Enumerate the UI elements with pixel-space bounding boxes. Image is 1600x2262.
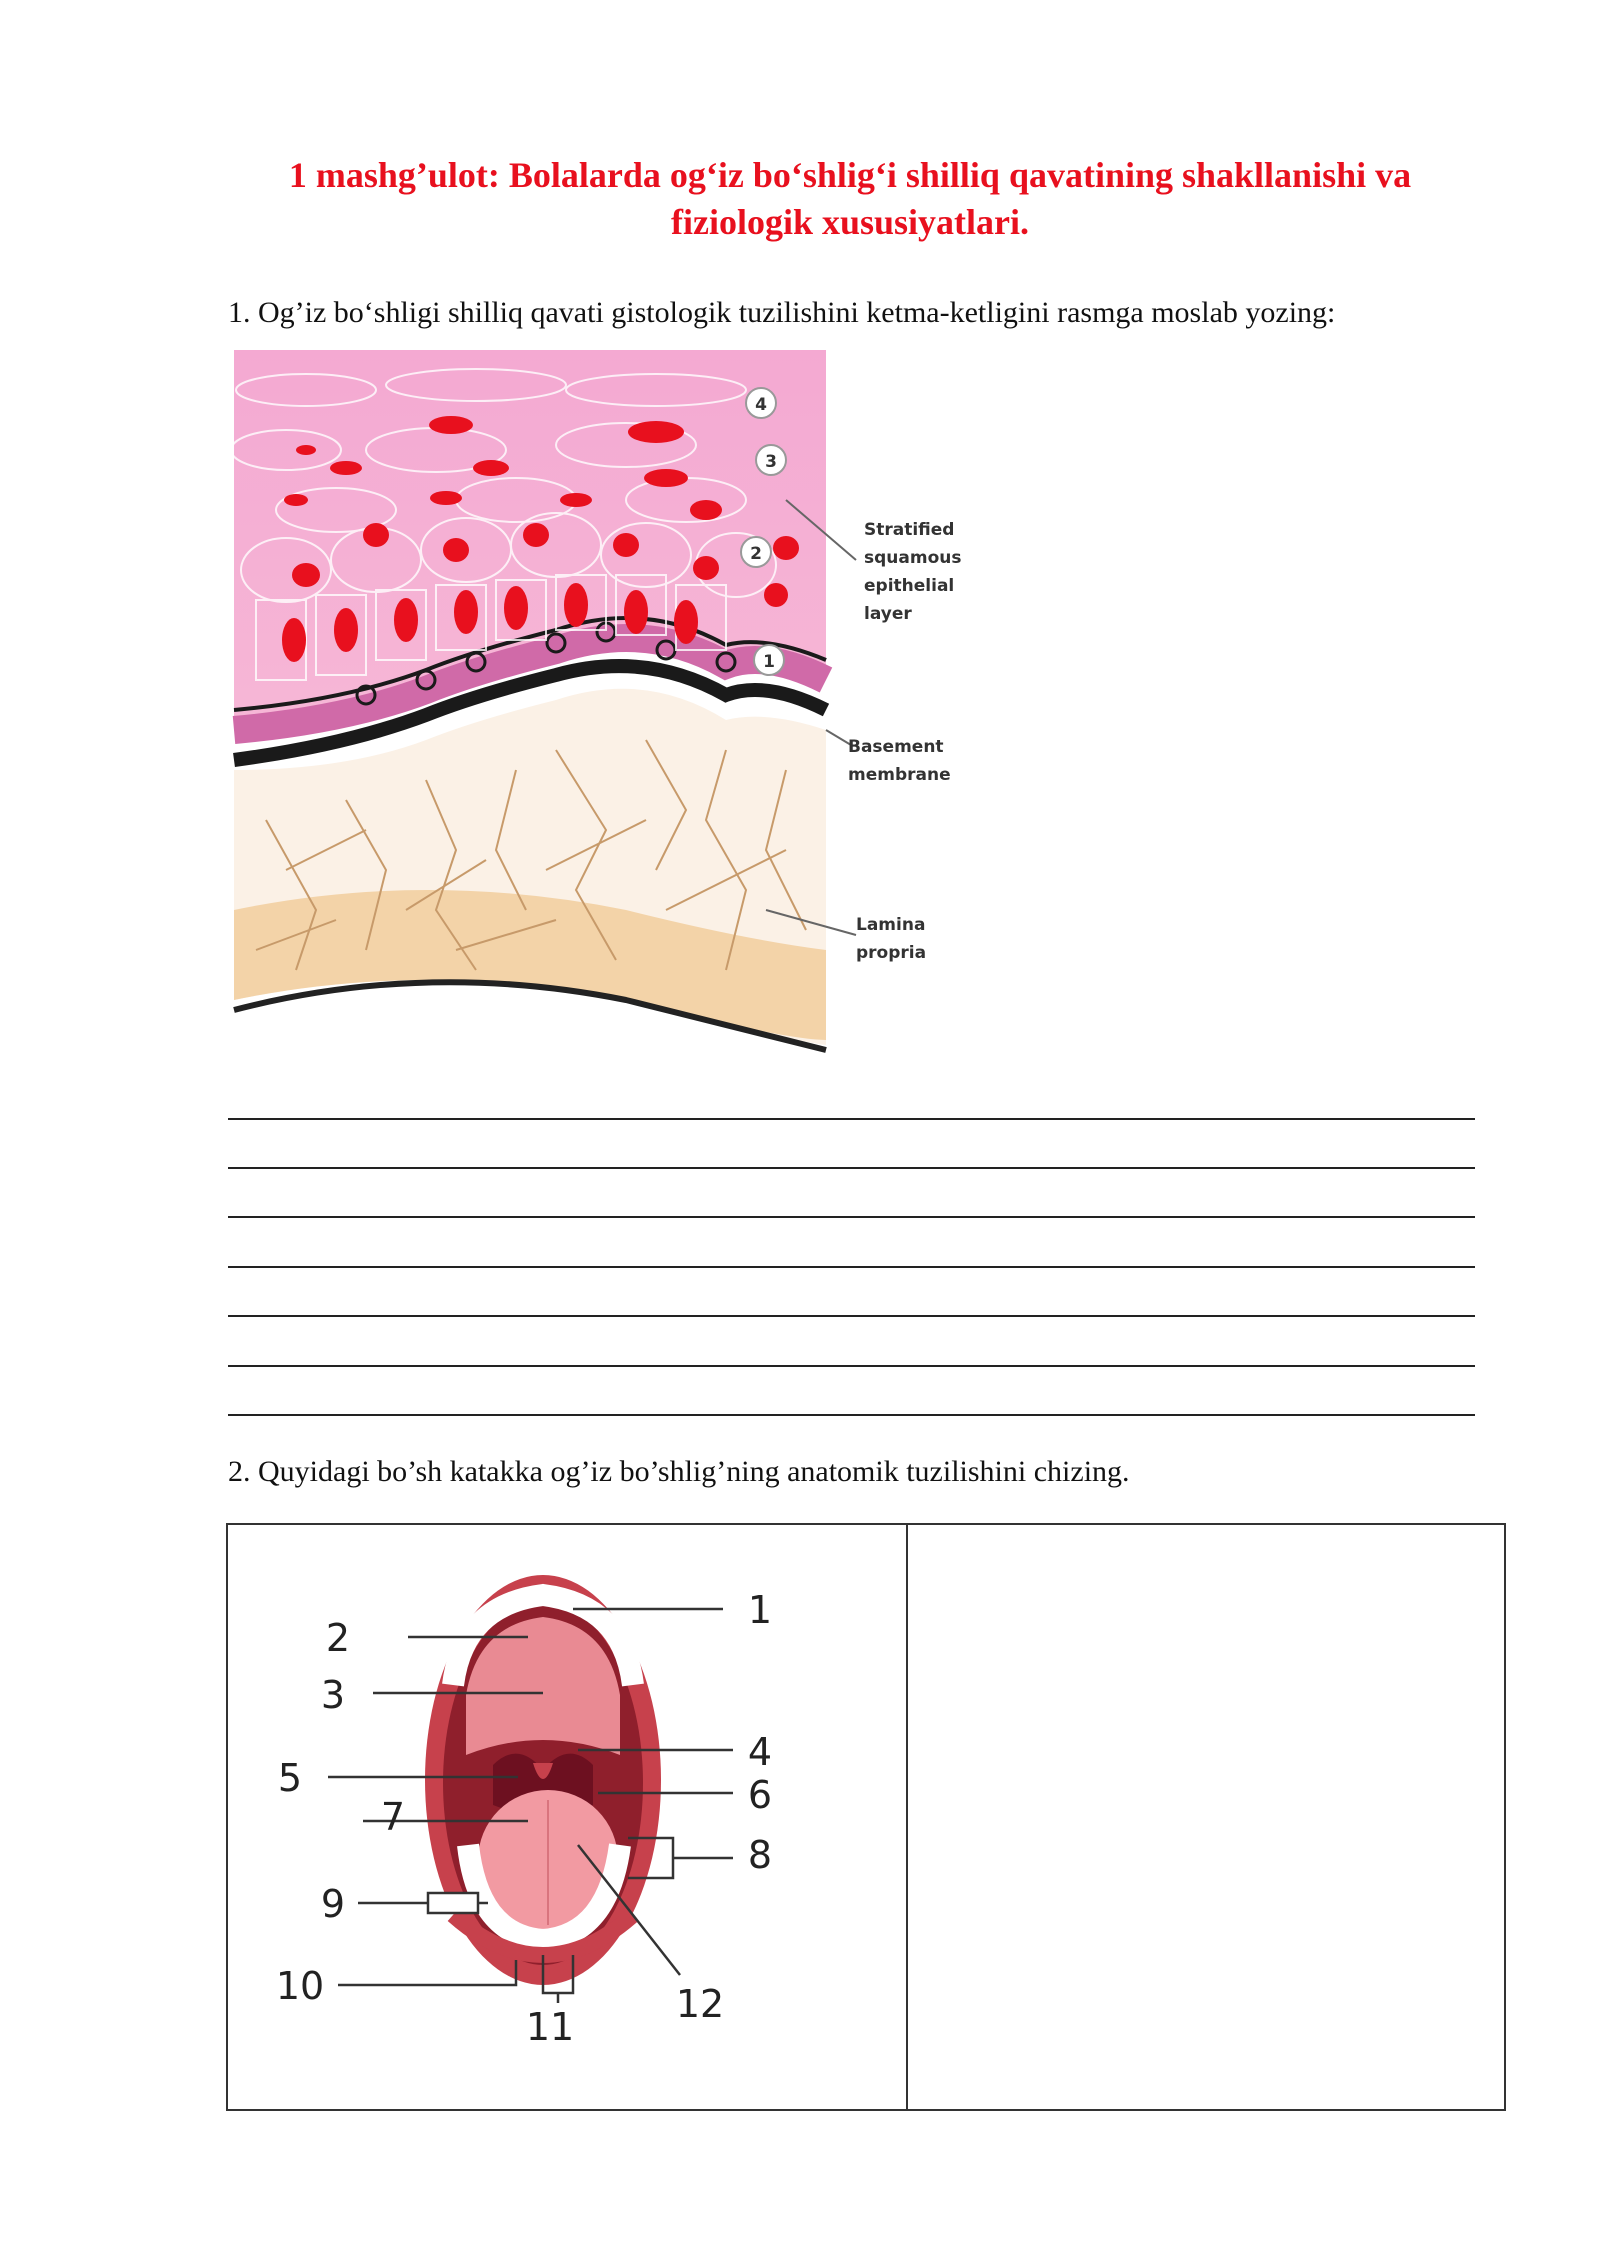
mouth-label-10: 10	[275, 1964, 325, 2008]
answer-line[interactable]	[228, 1216, 1475, 1218]
stratified-label-1: Stratified	[864, 520, 955, 540]
question-2: 2. Quyidagi bo’sh katakka og’iz bo’shlig’ning anatomik tuzilishini chizing.	[228, 1455, 1130, 1488]
stratified-label-4: layer	[864, 604, 912, 624]
histology-figure	[226, 350, 1026, 1070]
mouth-label-2: 2	[325, 1616, 351, 1660]
page-title	[0, 152, 1600, 246]
answer-line[interactable]	[228, 1315, 1475, 1317]
answer-line[interactable]	[228, 1414, 1475, 1416]
stratified-label-3: epithelial	[864, 576, 955, 596]
title-line-1: 1 mashg’ulot: Bolalarda og‘iz bo‘shlig‘i shilliq qavatining shakllanishi va	[288, 155, 1412, 195]
mouth-label-9: 9	[320, 1882, 346, 1926]
mouth-label-1: 1	[747, 1588, 773, 1632]
answer-line[interactable]	[228, 1118, 1475, 1120]
mouth-label-4: 4	[747, 1730, 773, 1774]
marker-1: 1	[763, 652, 775, 672]
mouth-label-3: 3	[320, 1673, 346, 1717]
question-1: 1. Og’iz bo‘shligi shilliq qavati gistologik tuzilishini ketma-ketligini rasmga moslab yozing:	[228, 296, 1336, 329]
answer-line[interactable]	[228, 1266, 1475, 1268]
answer-line[interactable]	[228, 1365, 1475, 1367]
answer-line[interactable]	[228, 1167, 1475, 1169]
mouth-diagram	[228, 1525, 906, 2109]
lamina-label-2: propria	[856, 943, 927, 963]
basement-label-1: Basement	[848, 737, 944, 757]
marker-3: 3	[765, 452, 777, 472]
empty-drawing-cell[interactable]	[908, 1525, 1504, 2109]
drawing-table	[226, 1523, 1506, 2111]
mouth-label-6: 6	[747, 1773, 773, 1817]
lamina-label-1: Lamina	[856, 915, 926, 935]
mouth-label-7: 7	[380, 1795, 406, 1839]
basement-label-2: membrane	[848, 765, 951, 785]
mouth-label-8: 8	[747, 1833, 773, 1877]
mouth-label-12: 12	[675, 1982, 725, 2026]
marker-2: 2	[750, 544, 762, 564]
marker-4: 4	[755, 395, 767, 415]
stratified-label-2: squamous	[864, 548, 962, 568]
mouth-label-5: 5	[277, 1756, 303, 1800]
mouth-label-11: 11	[525, 2005, 575, 2049]
title-line-2: fiziologik xususiyatlari.	[670, 202, 1030, 242]
